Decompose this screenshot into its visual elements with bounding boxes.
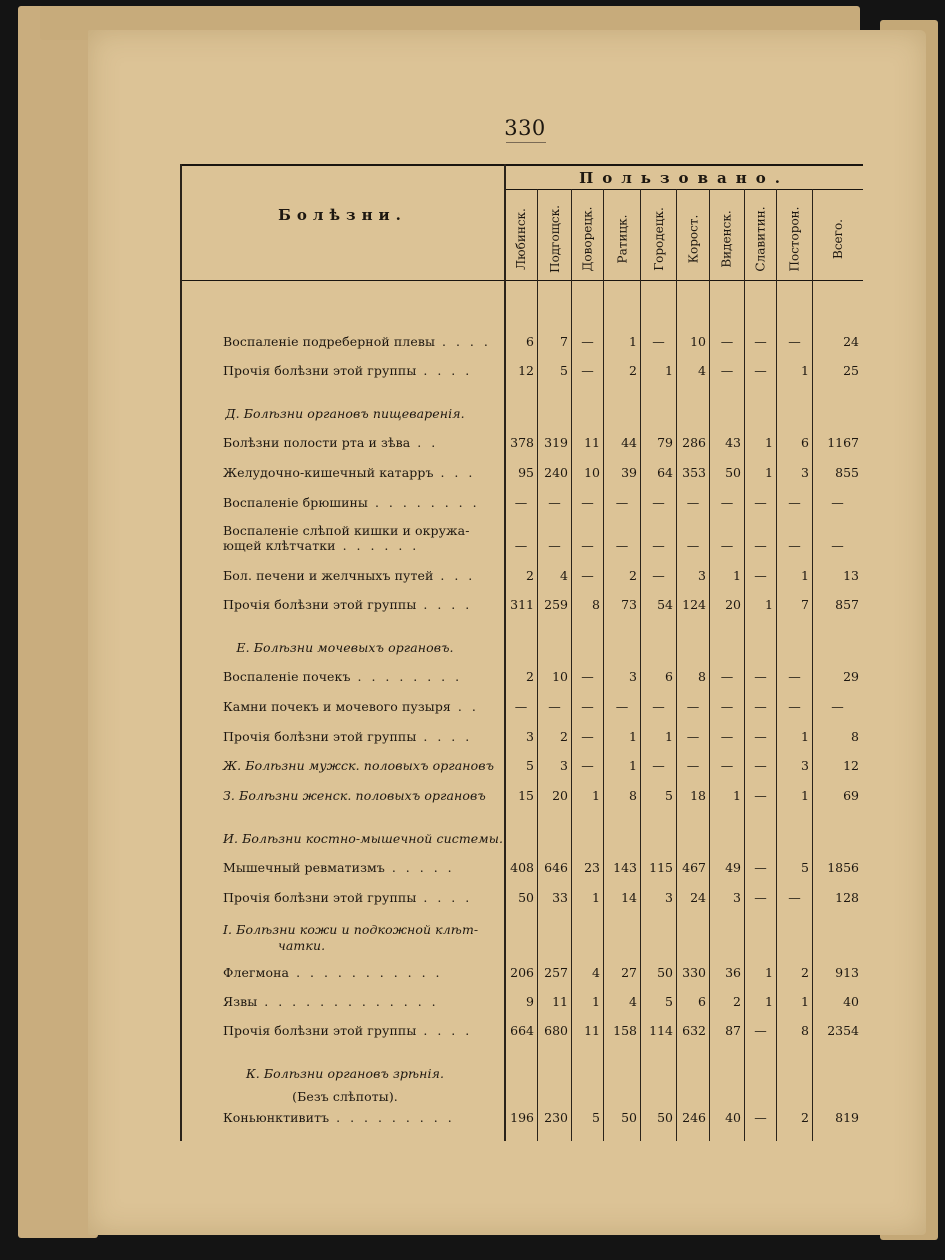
table-cell: 286	[682, 435, 706, 450]
table-cell: 3	[526, 729, 534, 744]
row-label-text: Воспаленіе почекъ	[223, 669, 351, 684]
table-cell: 2	[733, 994, 741, 1009]
table-cell: 40	[843, 994, 859, 1009]
table-cell: 632	[682, 1023, 706, 1038]
row-label-text: І. Болѣзни кожи и подкожной клѣт-	[223, 922, 479, 937]
table-cell: 2	[629, 568, 637, 583]
table-cell: 2	[560, 729, 568, 744]
table-cell: 680	[544, 1023, 568, 1038]
table-cell: —	[754, 1110, 767, 1125]
header-subrule	[505, 189, 863, 190]
table-cell: 3	[560, 758, 568, 773]
row-label	[223, 465, 475, 480]
table-cell: —	[831, 538, 844, 553]
table-cell: 11	[552, 994, 568, 1009]
table-cell: 230	[544, 1110, 568, 1125]
table-cell: —	[686, 495, 700, 510]
row-label	[223, 994, 439, 1009]
row-label-text: Флегмона	[223, 965, 290, 980]
table-cell: —	[581, 699, 594, 714]
section-heading	[223, 831, 503, 846]
table-cell: 49	[725, 860, 741, 875]
column-header-label: Любинск.	[514, 208, 528, 270]
table-cell: 855	[835, 465, 859, 480]
row-label-text: (Безъ слѣпоты).	[292, 1089, 398, 1104]
table-cell: 1	[765, 965, 773, 980]
table-cell: 20	[725, 597, 741, 612]
table-cell: 206	[510, 965, 534, 980]
table-cell: —	[754, 363, 767, 378]
row-label-text: Камни почекъ и мочевого пузыря	[223, 699, 451, 714]
table-cell: 311	[510, 597, 534, 612]
table-cell: 1167	[827, 435, 859, 450]
column-header-label: Подгощск.	[547, 205, 562, 273]
row-label-text: И. Болѣзни костно-мышечной системы.	[223, 831, 504, 846]
table-cell: 44	[621, 435, 637, 450]
table-cell: 69	[843, 788, 859, 803]
row-label	[223, 729, 472, 744]
table-cell: 124	[682, 597, 706, 612]
row-label	[223, 495, 480, 510]
table-cell: 1	[733, 568, 741, 583]
row-label-text: Ж. Болѣзни мужск. половыхъ органовъ	[223, 758, 495, 773]
row-label-text: ющей клѣтчатки	[223, 538, 336, 553]
table-cell: 73	[621, 597, 637, 612]
column-header	[710, 200, 744, 278]
table-cell: —	[720, 363, 734, 378]
table-cell: 646	[544, 860, 568, 875]
table-cell: 4	[560, 568, 568, 583]
table-cell: —	[581, 758, 594, 773]
table-cell: 143	[613, 860, 637, 875]
table-cell: 11	[584, 1023, 600, 1038]
row-label	[223, 597, 472, 612]
table-cell: —	[652, 334, 665, 349]
page-number-rule	[506, 142, 546, 143]
row-label-text: чатки.	[278, 938, 326, 953]
row-label	[223, 890, 472, 905]
table-cell: —	[754, 890, 767, 905]
table-cell: 10	[552, 669, 568, 684]
column-header	[604, 200, 640, 278]
table-cell: 2	[801, 965, 809, 980]
table-cell: —	[514, 495, 528, 510]
table-cell: 1	[665, 363, 673, 378]
table-left-rule	[180, 164, 182, 1141]
table-cell: 36	[725, 965, 741, 980]
leader-dots: . . .	[433, 568, 476, 583]
table-cell: 20	[552, 788, 568, 803]
table-cell: 128	[835, 890, 859, 905]
table-cell: 25	[843, 363, 859, 378]
row-label	[223, 860, 455, 875]
row-label	[223, 363, 472, 378]
leader-dots: . . . . . . . . . . .	[289, 965, 443, 980]
table-cell: 913	[835, 965, 859, 980]
table-top-rule	[180, 164, 863, 166]
table-cell: 18	[690, 788, 706, 803]
table-cell: —	[788, 334, 801, 349]
table-cell: 1	[801, 568, 809, 583]
table-cell: —	[788, 890, 801, 905]
column-header-label: Доворецк.	[580, 206, 595, 272]
table-cell: —	[754, 495, 767, 510]
row-label	[223, 1110, 455, 1125]
table-cell: 7	[801, 597, 809, 612]
table-cell: 79	[657, 435, 673, 450]
table-cell: 5	[665, 994, 673, 1009]
table-cell: 3	[665, 890, 673, 905]
table-cell: —	[686, 699, 700, 714]
row-label-text: Е. Болѣзни мочевыхъ органовъ.	[236, 640, 454, 655]
table-cell: —	[754, 538, 767, 553]
table-cell: 8	[801, 1023, 809, 1038]
table-cell: 1	[592, 994, 600, 1009]
table-cell: —	[686, 538, 700, 553]
column-header-label: Городецк.	[651, 207, 666, 271]
table-cell: 2	[526, 669, 534, 684]
table-cell: —	[652, 699, 665, 714]
table-cell: —	[754, 758, 767, 773]
table-cell: 1	[801, 994, 809, 1009]
table-cell: —	[754, 1023, 767, 1038]
column-header-label: Ратицк.	[615, 214, 629, 264]
column-header	[641, 200, 676, 278]
leader-dots: . . . . . . . . . . . . .	[257, 994, 439, 1009]
table-cell: 8	[629, 788, 637, 803]
table-cell: 1	[629, 334, 637, 349]
table-cell: 114	[649, 1023, 673, 1038]
table-cell: 2	[526, 568, 534, 583]
table-cell: 33	[552, 890, 568, 905]
table-cell: 1856	[827, 860, 859, 875]
leader-dots: . . . . . .	[335, 538, 420, 553]
table-cell: —	[720, 758, 734, 773]
table-cell: 39	[621, 465, 637, 480]
table-cell: 259	[544, 597, 568, 612]
table-cell: 246	[682, 1110, 706, 1125]
column-header-label: Всего.	[830, 219, 845, 259]
table-cell: 4	[698, 363, 706, 378]
row-label	[223, 758, 494, 773]
table-cell: 467	[682, 860, 706, 875]
page-number: 330	[504, 116, 546, 140]
section-heading	[278, 938, 325, 953]
table-cell: 5	[526, 758, 534, 773]
leader-dots: . . .	[433, 465, 476, 480]
table-cell: 330	[682, 965, 706, 980]
row-label-text: Воспаленіе слѣпой кишки и окружа-	[223, 523, 470, 538]
table-cell: 14	[621, 890, 637, 905]
table-cell: —	[831, 495, 844, 510]
row-label-text: Мышечный ревматизмъ	[223, 860, 385, 875]
section-heading	[205, 406, 485, 421]
column-header	[538, 200, 571, 278]
table-cell: 1	[592, 890, 600, 905]
section-heading	[223, 922, 478, 937]
leader-dots: . . . . .	[384, 860, 455, 875]
table-cell: 3	[733, 890, 741, 905]
table-cell: 5	[801, 860, 809, 875]
table-cell: —	[652, 495, 665, 510]
table-cell: —	[652, 568, 665, 583]
row-label-text: Прочія болѣзни этой группы	[223, 1023, 417, 1038]
row-label-text: Воспаленіе подреберной плевы	[223, 334, 436, 349]
table-cell: 819	[835, 1110, 859, 1125]
table-cell: —	[581, 568, 594, 583]
table-cell: 6	[801, 435, 809, 450]
table-cell: —	[581, 495, 594, 510]
table-cell: 1	[765, 465, 773, 480]
row-label-text: Бол. печени и желчныхъ путей	[223, 568, 434, 583]
table-cell: 4	[629, 994, 637, 1009]
table-cell: —	[581, 669, 594, 684]
table-cell: —	[754, 669, 767, 684]
table-cell: —	[754, 334, 767, 349]
table-cell: 857	[835, 597, 859, 612]
row-label-text: Прочія болѣзни этой группы	[223, 597, 417, 612]
table-cell: 5	[592, 1110, 600, 1125]
row-label	[223, 538, 419, 553]
table-cell: 8	[851, 729, 859, 744]
row-label	[223, 1023, 472, 1038]
column-header	[572, 200, 603, 278]
row-label	[223, 965, 443, 980]
table-cell: 1	[765, 597, 773, 612]
table-cell: 1	[765, 435, 773, 450]
table-cell: —	[581, 363, 594, 378]
statistics-table	[180, 164, 863, 1141]
table-cell: 8	[592, 597, 600, 612]
table-cell: —	[514, 699, 528, 714]
table-cell: 1	[801, 729, 809, 744]
table-cell: 8	[698, 669, 706, 684]
leader-dots: . .	[410, 435, 439, 450]
table-cell: —	[720, 699, 734, 714]
leader-dots: . . . .	[435, 334, 491, 349]
table-cell: 50	[518, 890, 534, 905]
column-header	[505, 200, 537, 278]
table-cell: 12	[843, 758, 859, 773]
table-cell: —	[548, 699, 561, 714]
table-cell: 50	[657, 965, 673, 980]
row-label-text: З. Болѣзни женск. половыхъ органовъ	[223, 788, 486, 803]
table-cell: 196	[510, 1110, 534, 1125]
table-cell: —	[548, 495, 561, 510]
table-cell: —	[581, 334, 594, 349]
table-cell: 7	[560, 334, 568, 349]
table-cell: 408	[510, 860, 534, 875]
table-cell: —	[720, 669, 734, 684]
column-header-label: Посторон.	[787, 206, 802, 272]
leader-dots: . . . . . . . .	[367, 495, 480, 510]
table-cell: 158	[613, 1023, 637, 1038]
table-cell: —	[720, 334, 734, 349]
row-label-text: Прочія болѣзни этой группы	[223, 363, 417, 378]
table-cell: 13	[843, 568, 859, 583]
table-cell: 11	[584, 435, 600, 450]
leader-dots: . . . .	[416, 597, 473, 612]
header-diseases-title: Болѣзни.	[278, 206, 407, 224]
leader-dots: . . . .	[416, 1023, 473, 1038]
table-cell: —	[686, 758, 700, 773]
table-cell: 3	[698, 568, 706, 583]
table-cell: —	[615, 495, 629, 510]
table-cell: 6	[698, 994, 706, 1009]
table-cell: 10	[690, 334, 706, 349]
row-label	[223, 699, 479, 714]
table-cell: —	[720, 495, 734, 510]
table-cell: 87	[725, 1023, 741, 1038]
table-cell: —	[548, 538, 561, 553]
table-cell: 257	[544, 965, 568, 980]
table-cell: —	[788, 495, 801, 510]
table-cell: 1	[665, 729, 673, 744]
table-cell: 50	[657, 1110, 673, 1125]
table-cell: 9	[526, 994, 534, 1009]
column-header-label: Виденск.	[720, 210, 734, 268]
page-edge-left	[18, 6, 98, 1238]
table-cell: 1	[765, 994, 773, 1009]
table-cell: 2	[629, 363, 637, 378]
section-heading	[205, 1066, 485, 1081]
leader-dots: . . . . . . . . .	[329, 1110, 455, 1125]
table-cell: 64	[657, 465, 673, 480]
row-label-text: Язвы	[223, 994, 258, 1009]
table-cell: —	[754, 860, 767, 875]
row-label-text: Прочія болѣзни этой группы	[223, 729, 417, 744]
table-cell: —	[788, 538, 801, 553]
table-cell: 2	[801, 1110, 809, 1125]
table-cell: 2354	[827, 1023, 859, 1038]
table-cell: 95	[518, 465, 534, 480]
table-cell: —	[581, 729, 594, 744]
table-cell: 378	[510, 435, 534, 450]
column-header-label: Славитин.	[753, 206, 768, 272]
table-cell: 1	[629, 729, 637, 744]
column-header-label: Корост.	[686, 214, 700, 264]
table-cell: —	[788, 699, 801, 714]
table-cell: 1	[592, 788, 600, 803]
table-cell: 15	[518, 788, 534, 803]
table-cell: 50	[621, 1110, 637, 1125]
table-cell: 6	[665, 669, 673, 684]
table-cell: 1	[801, 363, 809, 378]
header-group-title: Пользовано.	[579, 169, 789, 187]
header-bottom-rule	[180, 280, 863, 281]
table-cell: 319	[544, 435, 568, 450]
table-cell: 29	[843, 669, 859, 684]
table-cell: 40	[725, 1110, 741, 1125]
table-cell: 4	[592, 965, 600, 980]
row-label-text: Д. Болѣзни органовъ пищеваренія.	[225, 406, 465, 421]
table-cell: 12	[518, 363, 534, 378]
table-cell: 5	[665, 788, 673, 803]
table-cell: 3	[629, 669, 637, 684]
table-cell: —	[788, 669, 801, 684]
table-cell: —	[720, 538, 734, 553]
row-label-text: Желудочно-кишечный катарръ	[223, 465, 434, 480]
table-cell: —	[754, 729, 767, 744]
section-note	[205, 1089, 485, 1104]
row-label-text: Болѣзни полости рта и зѣва	[223, 435, 411, 450]
table-cell: —	[615, 699, 629, 714]
table-cell: 43	[725, 435, 741, 450]
row-label	[223, 523, 470, 538]
table-cell: —	[754, 568, 767, 583]
row-label	[223, 568, 475, 583]
table-cell: 24	[843, 334, 859, 349]
table-cell: —	[831, 699, 844, 714]
table-cell: 664	[510, 1023, 534, 1038]
leader-dots: . .	[450, 699, 479, 714]
table-cell: 115	[649, 860, 673, 875]
table-cell: 5	[560, 363, 568, 378]
table-cell: 3	[801, 758, 809, 773]
table-cell: —	[754, 788, 767, 803]
column-header	[777, 200, 812, 278]
table-cell: 27	[621, 965, 637, 980]
table-cell: —	[652, 758, 665, 773]
row-label	[223, 435, 438, 450]
column-header	[813, 200, 862, 278]
row-label	[223, 669, 462, 684]
row-label-text: Воспаленіе брюшины	[223, 495, 368, 510]
leader-dots: . . . .	[416, 729, 473, 744]
table-cell: 1	[801, 788, 809, 803]
row-label-text: Прочія болѣзни этой группы	[223, 890, 417, 905]
table-cell: —	[514, 538, 528, 553]
column-header	[745, 200, 776, 278]
table-cell: 50	[725, 465, 741, 480]
table-cell: —	[615, 538, 629, 553]
column-header	[677, 200, 709, 278]
row-label-text: Коньюнктивитъ	[223, 1110, 330, 1125]
row-label	[223, 334, 491, 349]
table-cell: 240	[544, 465, 568, 480]
table-cell: 353	[682, 465, 706, 480]
table-cell: 10	[584, 465, 600, 480]
table-cell: —	[686, 729, 700, 744]
table-cell: —	[652, 538, 665, 553]
leader-dots: . . . . . . . .	[350, 669, 463, 684]
table-cell: 1	[629, 758, 637, 773]
section-heading	[205, 640, 485, 655]
table-cell: —	[581, 538, 594, 553]
table-cell: 1	[733, 788, 741, 803]
leader-dots: . . . .	[416, 363, 473, 378]
table-cell: —	[754, 699, 767, 714]
leader-dots: . . . .	[416, 890, 473, 905]
table-cell: 24	[690, 890, 706, 905]
table-cell: 54	[657, 597, 673, 612]
row-label-text: К. Болѣзни органовъ зрѣнія.	[245, 1066, 445, 1081]
row-label	[223, 788, 486, 803]
table-cell: 23	[584, 860, 600, 875]
table-cell: 6	[526, 334, 534, 349]
table-cell: —	[720, 729, 734, 744]
table-cell: 3	[801, 465, 809, 480]
